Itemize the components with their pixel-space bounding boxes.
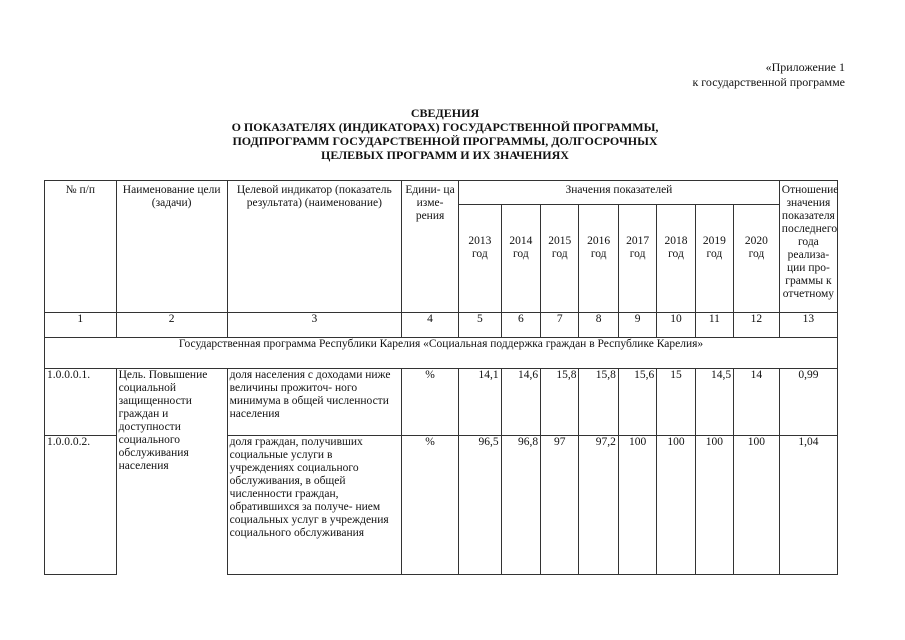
year-2018: 2018 год bbox=[657, 205, 695, 313]
program-row bbox=[45, 338, 838, 369]
header-goal: Наименование цели (задачи) bbox=[116, 181, 227, 313]
row-value: 100 bbox=[657, 436, 695, 575]
year-2014: 2014 год bbox=[501, 205, 540, 313]
indicators-table bbox=[44, 180, 838, 575]
title-line-2: О ПОКАЗАТЕЛЯХ (ИНДИКАТОРАХ) ГОСУДАРСТВЕННОЙ ПРОГРАММЫ, bbox=[231, 120, 659, 134]
row-indicator: доля населения с доходами ниже величины прожиточ- ного минимума в общей численности населения bbox=[227, 369, 401, 436]
appendix-note bbox=[692, 60, 845, 90]
column-numbers-row bbox=[45, 313, 838, 338]
year-2020: 2020 год bbox=[734, 205, 780, 313]
title-line-3: ПОДПРОГРАММ ГОСУДАРСТВЕННОЙ ПРОГРАММЫ, ДОЛГОСРОЧНЫХ bbox=[232, 134, 658, 148]
row-value: 14,5 bbox=[695, 369, 733, 436]
col-number: 3 bbox=[227, 313, 401, 338]
row-num: 1.0.0.0.2. bbox=[45, 436, 117, 575]
col-number: 2 bbox=[116, 313, 227, 338]
title-line-4: ЦЕЛЕВЫХ ПРОГРАММ И ИХ ЗНАЧЕНИЯХ bbox=[321, 148, 569, 162]
row-value: 97 bbox=[541, 436, 579, 575]
row-value: 100 bbox=[618, 436, 656, 575]
row-value: 14,6 bbox=[501, 369, 540, 436]
col-number: 12 bbox=[734, 313, 780, 338]
year-2013: 2013 год bbox=[459, 205, 502, 313]
col-number: 8 bbox=[579, 313, 618, 338]
program-title: Государственная программа Республики Карелия «Социальная поддержка граждан в Республике Карелия» bbox=[45, 338, 838, 369]
col-number: 5 bbox=[459, 313, 502, 338]
header-row-1 bbox=[45, 181, 838, 205]
year-2016: 2016 год bbox=[579, 205, 618, 313]
col-number: 4 bbox=[402, 313, 459, 338]
col-number: 9 bbox=[618, 313, 656, 338]
year-2019: 2019 год bbox=[695, 205, 733, 313]
header-indicator: Целевой индикатор (показатель результата) (наименование) bbox=[227, 181, 401, 313]
row-value: 96,8 bbox=[501, 436, 540, 575]
row-value: 14 bbox=[734, 369, 780, 436]
col-number: 6 bbox=[501, 313, 540, 338]
row-ratio: 1,04 bbox=[779, 436, 837, 575]
col-number: 7 bbox=[541, 313, 579, 338]
year-2015: 2015 год bbox=[541, 205, 579, 313]
row-value: 97,2 bbox=[579, 436, 618, 575]
col-number: 11 bbox=[695, 313, 733, 338]
row-value: 96,5 bbox=[459, 436, 502, 575]
row-value: 100 bbox=[695, 436, 733, 575]
row-value: 14,1 bbox=[459, 369, 502, 436]
header-values: Значения показателей bbox=[459, 181, 780, 205]
table-row bbox=[45, 369, 838, 436]
row-value: 15,8 bbox=[541, 369, 579, 436]
col-number: 13 bbox=[779, 313, 837, 338]
year-2017: 2017 год bbox=[618, 205, 656, 313]
header-ratio: Отношение значения показателя последнего года реализа- ции про- граммы к отчетному bbox=[779, 181, 837, 313]
row-value: 15,6 bbox=[618, 369, 656, 436]
row-unit: % bbox=[402, 436, 459, 575]
goal-cell: Цель. Повышение социальной защищенности граждан и доступности социального обслуживания населения bbox=[116, 369, 227, 575]
row-num: 1.0.0.0.1. bbox=[45, 369, 117, 436]
row-value: 15 bbox=[657, 369, 695, 436]
document-title bbox=[0, 106, 890, 162]
row-value: 15,8 bbox=[579, 369, 618, 436]
row-indicator: доля граждан, получивших социальные услуги в учреждениях социального обслуживания, в общей численности граждан, обратившихся за получе- нием социальных услуг в учреждения социального обслуживания bbox=[227, 436, 401, 575]
header-num: № п/п bbox=[45, 181, 117, 313]
appendix-line-1: «Приложение 1 bbox=[765, 60, 845, 74]
col-number: 1 bbox=[45, 313, 117, 338]
header-unit: Едини- ца изме- рения bbox=[402, 181, 459, 313]
title-line-1: СВЕДЕНИЯ bbox=[410, 106, 480, 120]
col-number: 10 bbox=[657, 313, 695, 338]
appendix-line-2: к государственной программе bbox=[692, 75, 845, 89]
row-value: 100 bbox=[734, 436, 780, 575]
row-ratio: 0,99 bbox=[779, 369, 837, 436]
row-unit: % bbox=[402, 369, 459, 436]
